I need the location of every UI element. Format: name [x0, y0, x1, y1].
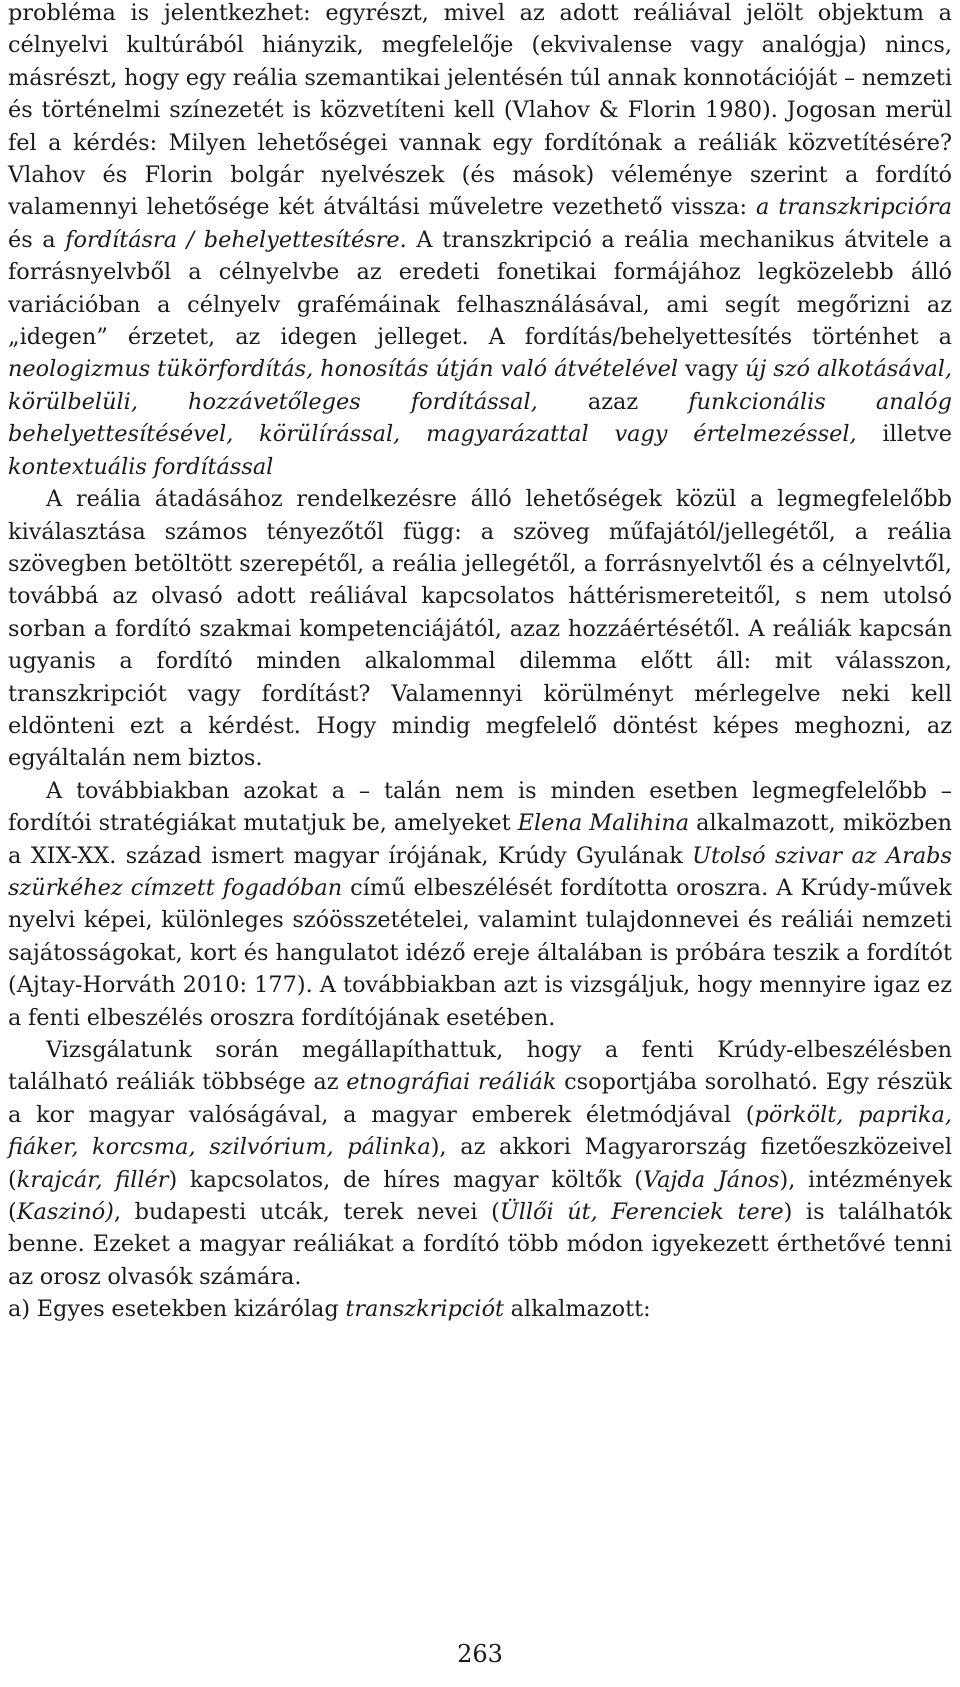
italic-text-segment: Kaszinó)	[16, 1199, 114, 1226]
text-segment: ) is találhatók benne. Ezeket a magyar reáliákat a fordító több módon igyekezett érthetővé tenni az orosz olvasók számára.	[8, 1199, 952, 1290]
italic-text-segment: funkcionális analóg behelyettesítésével, körülírással, magyarázattal vagy értelmezéssel,	[8, 388, 952, 448]
text-segment: A reália átadásához rendelkezésre álló lehetőségek közül a legmegfelelőbb kiválasztása számos tényezőtől függ: a szöveg műfajától/jellegétől, a reália szövegben betöltött szerepétől, a reália jellegétől, a forrásnyelvtől és a célnyelvtől, továbbá az olvasó adott reáliával kapcsolatos háttérismereteitől, s nem utolsó sorban a fordító szakmai kompetenciájától, azaz hozzáértésétől. A reáliák kapcsán ugyanis a fordító minden alkalommal dilemma előtt áll: mit válasszon, transzkripciót vagy fordítást? Valamennyi körülményt mérlegelve neki kell eldönteni ezt a kérdést. Hogy mindig megfelelő döntést képes meghozni, az egyáltalán nem biztos.	[8, 486, 952, 772]
page-number: 263	[457, 1640, 503, 1668]
document-page	[8, 0, 952, 1326]
text-segment: című elbeszélését fordította oroszra. A Krúdy-művek nyelvi képei, különleges szóösszetételei, valamint tulajdonnevei és reáliái nemzeti sajátosságokat, kort és hangulatot idéző ereje általában is próbára teszik a fordítót (Ajtay-Horváth 2010: 177). A továbbiakban azt is vizsgáljuk, hogy mennyire igaz ez a fenti elbeszélés oroszra fordítójának esetében.	[8, 874, 952, 1031]
italic-text-segment: új szó alkotásával, körülbelüli, hozzávetőleges fordítással,	[8, 356, 952, 415]
text-segment: a) Egyes esetekben kizárólag	[8, 1296, 346, 1323]
italic-text-segment: krajcár, fillér	[16, 1166, 169, 1193]
text-segment: és a	[8, 226, 66, 253]
text-segment: ), intézmények (	[8, 1166, 952, 1226]
italic-text-segment: neologizmus tükörfordítás, honosítás útján való átvételével	[8, 356, 679, 383]
text-segment: vagy	[678, 356, 745, 383]
italic-text-segment: a transzkripcióra	[755, 194, 952, 221]
italic-text-segment: pörkölt, paprika, fiáker, korcsma, szilvórium, pálinka	[8, 1101, 952, 1161]
text-segment: azaz	[537, 388, 689, 415]
text-segment: A transzkripció a reália mechanikus átvitele a forrásnyelvből a célnyelvbe az eredeti fonetikai formájához legközelebb álló variációban a célnyelv grafémáinak felhasználásával, ami segít megőrizni az „idegen” érzetet, az idegen jelleget. A fordítás/behelyettesítés történhet a	[8, 226, 952, 351]
text-segment: probléma is jelentkezhet: egyrészt, mivel az adott reáliával jelölt objektum a célnyelvi kultúrából hiányzik, megfelelője (ekvivalense vagy analógja) nincs, másrészt, hogy egy reália szemantikai jelentésén túl annak konnotációját – nemzeti és történelmi színezetét is közvetíteni kell (Vlahov & Florin 1980). Jogosan merül fel a kérdés: Milyen lehetőségei vannak egy fordítónak a reáliák közvetítésére? Vlahov és Florin bolgár nyelvészek (és mások) véleménye szerint a fordító valamennyi lehetősége két átváltási műveletre vezethető vissza:	[8, 0, 952, 221]
text-segment: alkalmazott, miközben a XIX-XX. század ismert magyar írójának, Krúdy Gyulának	[8, 810, 953, 869]
text-segment: illetve	[856, 421, 953, 448]
text-segment: ), az akkori Magyarország fizetőeszközeivel (	[8, 1134, 952, 1193]
italic-text-segment: Utolsó szivar az Arabs szürkéhez címzett fogadóban	[8, 842, 952, 901]
text-segment: A továbbiakban azokat a – talán nem is minden esetben legmegfelelőbb – fordítói stratégiákat mutatjuk be, amelyeket	[8, 777, 952, 837]
paragraph	[8, 483, 952, 775]
paragraph	[8, 1034, 952, 1293]
italic-text-segment: Üllői út, Ferenciek tere	[499, 1199, 784, 1226]
text-segment: Vizsgálatunk során megállapíthattuk, hogy a fenti Krúdy-elbeszélésben található reáliák többsége az	[8, 1037, 952, 1096]
text-segment: , budapesti utcák, terek nevei (	[113, 1199, 500, 1226]
paragraph	[8, 1293, 952, 1325]
body-text	[8, 0, 952, 1326]
text-segment: csoportjába sorolható. Egy részük a kor magyar valóságával, a magyar emberek életmódjával (	[8, 1069, 953, 1128]
italic-text-segment: kontextuális fordítással	[8, 453, 274, 480]
italic-text-segment: fordításra / behelyettesítésre.	[65, 226, 407, 253]
text-segment: alkalmazott:	[504, 1296, 651, 1323]
italic-text-segment: transzkripciót	[345, 1296, 505, 1323]
italic-text-segment: etnográfiai reáliák	[346, 1069, 557, 1096]
italic-text-segment: Elena Malihina	[517, 810, 690, 837]
paragraph	[8, 775, 952, 1034]
italic-text-segment: Vajda János	[642, 1166, 780, 1193]
text-segment: ) kapcsolatos, de híres magyar költők (	[168, 1166, 643, 1193]
paragraph	[8, 0, 952, 483]
